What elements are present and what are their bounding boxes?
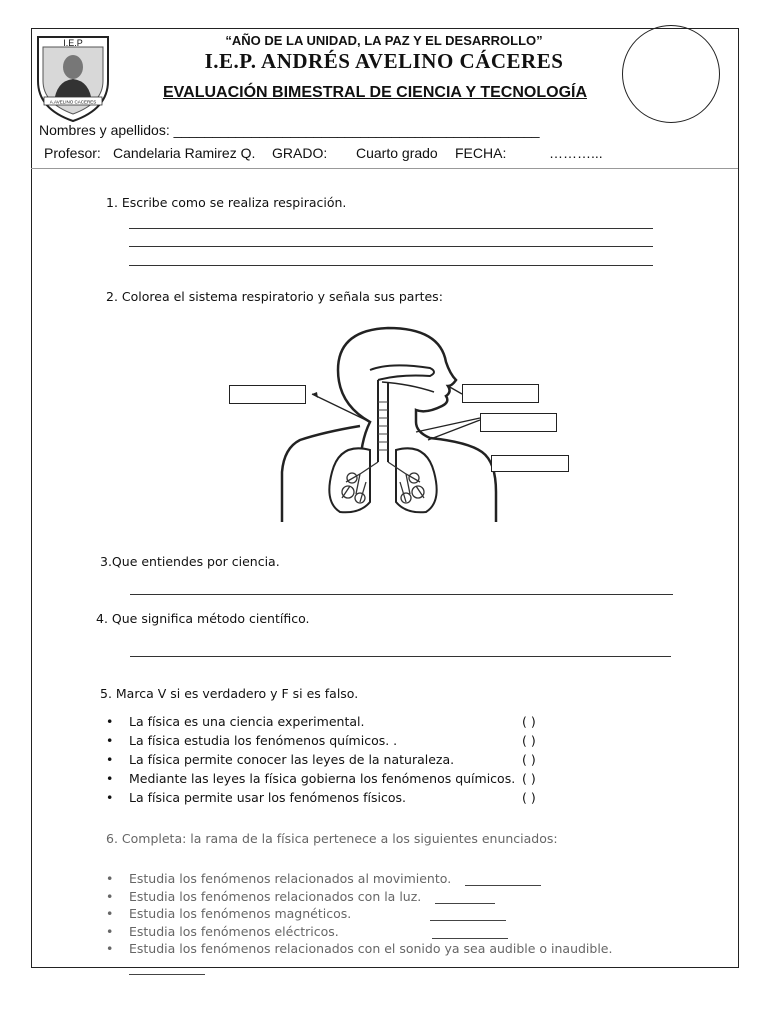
date-value: ………... [549,145,603,161]
list-item: • Estudia los fenómenos eléctricos. [129,923,612,941]
list-item: • Estudia los fenómenos relacionados con la luz. [129,888,612,906]
answer-blank[interactable] [430,908,506,921]
date-label: FECHA: [455,145,507,161]
question-6: 6. Completa: la rama de la física pertenece a los siguientes enunciados: [106,831,558,846]
label-box[interactable] [462,384,539,403]
list-item: • Mediante las leyes la física gobierna los fenómenos químicos. ( ) [106,771,536,786]
label-box[interactable] [229,385,306,404]
answer-parentheses[interactable]: ( ) [522,733,536,748]
list-item: • Estudia los fenómenos relacionados al movimiento. [129,870,612,888]
header-divider [31,168,738,169]
list-item: • La física estudia los fenómenos químicos. . ( ) [106,733,536,748]
answer-parentheses[interactable]: ( ) [522,752,536,767]
answer-parentheses[interactable]: ( ) [522,790,536,805]
name-field-label: Nombres y apellidos: _______________________________________________ [39,122,540,138]
answer-parentheses[interactable]: ( ) [522,714,536,729]
answer-blank[interactable] [432,926,508,939]
true-false-list [106,712,536,807]
year-motto: “AÑO DE LA UNIDAD, LA PAZ Y EL DESARROLLO” [225,33,543,48]
shield-bottom-text: A.AVELINO CACERES [49,99,97,105]
list-item: • Estudia los fenómenos relacionados con el sonido ya sea audible o inaudible. [106,941,613,956]
shield-top-text: I.E.P [63,38,83,48]
question-1: 1. Escribe como se realiza respiración. [106,195,347,210]
grade-label: GRADO: [272,145,328,161]
answer-line [130,594,673,595]
teacher-label: Profesor: [44,145,101,161]
question-3: 3.Que entiendes por ciencia. [100,554,280,569]
label-box[interactable] [491,455,569,472]
answer-line [130,656,671,657]
question-5: 5. Marca V si es verdadero y F si es falso. [100,686,359,701]
answer-blank[interactable] [435,891,495,904]
answer-parentheses[interactable]: ( ) [522,771,536,786]
exam-title: EVALUACIÓN BIMESTRAL DE CIENCIA Y TECNOLOGÍA [162,84,588,101]
label-box[interactable] [480,413,557,432]
answer-line [129,246,653,247]
photo-circle [622,25,720,123]
list-item: • Estudia los fenómenos magnéticos. [129,905,612,923]
list-item: • La física permite usar los fenómenos físicos. ( ) [106,790,536,805]
answer-line [129,265,653,266]
question-4: 4. Que significa método científico. [96,611,310,626]
answer-blank[interactable] [465,873,541,886]
teacher-name: Candelaria Ramirez Q. [113,145,256,161]
school-name: I.E.P. ANDRÉS AVELINO CÁCERES [204,49,564,73]
answer-line [129,228,653,229]
answer-blank[interactable] [129,962,205,975]
list-item: • La física permite conocer las leyes de la naturaleza. ( ) [106,752,536,767]
grade-value: Cuarto grado [356,145,438,161]
list-item: • La física es una ciencia experimental. ( ) [106,714,536,729]
question-2: 2. Colorea el sistema respiratorio y señala sus partes: [106,289,443,304]
complete-list [106,870,613,958]
